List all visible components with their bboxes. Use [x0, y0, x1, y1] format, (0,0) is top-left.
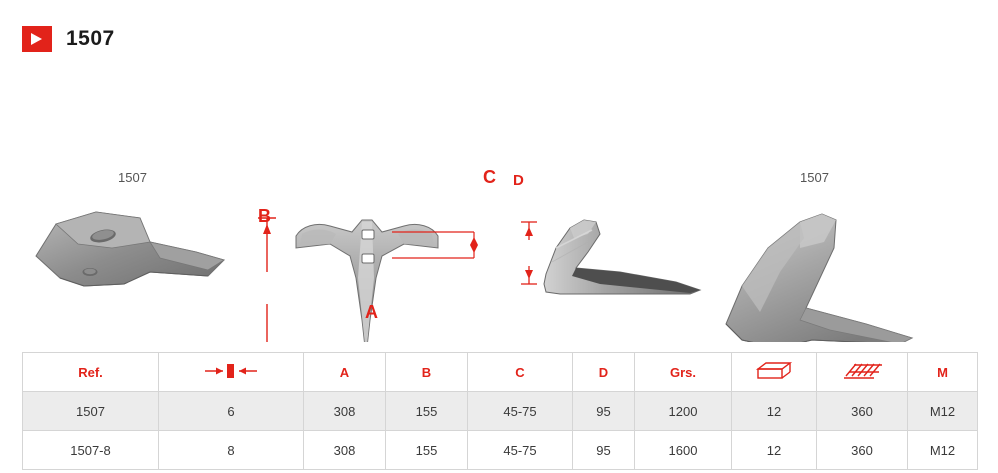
dimension-label-a: A: [365, 302, 378, 322]
column-header-d: D: [573, 353, 635, 392]
column-header-ref: Ref.: [23, 353, 159, 392]
column-header-c: C: [468, 353, 573, 392]
figure-front: [296, 220, 438, 342]
cell-box: 12: [732, 392, 817, 431]
figure-perspective-right: [726, 214, 912, 342]
figure-label-left: 1507: [118, 170, 147, 185]
cell-pallet: 360: [817, 431, 908, 470]
chevron-right-icon: [22, 26, 52, 52]
table-header-row: [23, 353, 978, 392]
cell-d: 95: [573, 392, 635, 431]
column-header-m: M: [908, 353, 978, 392]
thickness-icon: [203, 363, 259, 379]
dimension-d: [519, 222, 541, 284]
cell-grs: 1600: [635, 431, 732, 470]
column-header-pallet: [817, 353, 908, 392]
column-header-box: [732, 353, 817, 392]
page-title: 1507: [66, 27, 115, 50]
figure-side-profile: [544, 220, 700, 294]
cell-m: M12: [908, 392, 978, 431]
cell-thickness: 6: [159, 392, 304, 431]
box-icon: [754, 360, 794, 382]
cell-m: M12: [908, 431, 978, 470]
column-header-b: B: [386, 353, 468, 392]
figure-area: [0, 72, 998, 342]
cell-a: 308: [304, 392, 386, 431]
column-header-thickness: [159, 353, 304, 392]
cell-c: 45-75: [468, 392, 573, 431]
figure-perspective-left: [36, 212, 224, 286]
cell-box: 12: [732, 431, 817, 470]
page-header: [22, 26, 115, 52]
cell-c: 45-75: [468, 431, 573, 470]
cell-ref: 1507: [23, 392, 159, 431]
figure-drawings: [0, 72, 998, 342]
cell-ref: 1507-8: [23, 431, 159, 470]
cell-d: 95: [573, 431, 635, 470]
dimension-label-b: B: [258, 206, 271, 226]
spec-table: [22, 352, 978, 470]
cell-thickness: 8: [159, 431, 304, 470]
cell-pallet: 360: [817, 392, 908, 431]
cell-b: 155: [386, 392, 468, 431]
figure-label-right: 1507: [800, 170, 829, 185]
column-header-a: A: [304, 353, 386, 392]
column-header-grs: Grs.: [635, 353, 732, 392]
dimension-label-c: C: [483, 167, 496, 187]
cell-b: 155: [386, 431, 468, 470]
table-row: [23, 431, 978, 470]
dimension-label-d: D: [513, 172, 524, 189]
pallet-icon: [840, 360, 884, 382]
table-row: [23, 392, 978, 431]
cell-a: 308: [304, 431, 386, 470]
spec-table-wrapper: [22, 352, 977, 470]
cell-grs: 1200: [635, 392, 732, 431]
dimension-b: [254, 218, 280, 342]
